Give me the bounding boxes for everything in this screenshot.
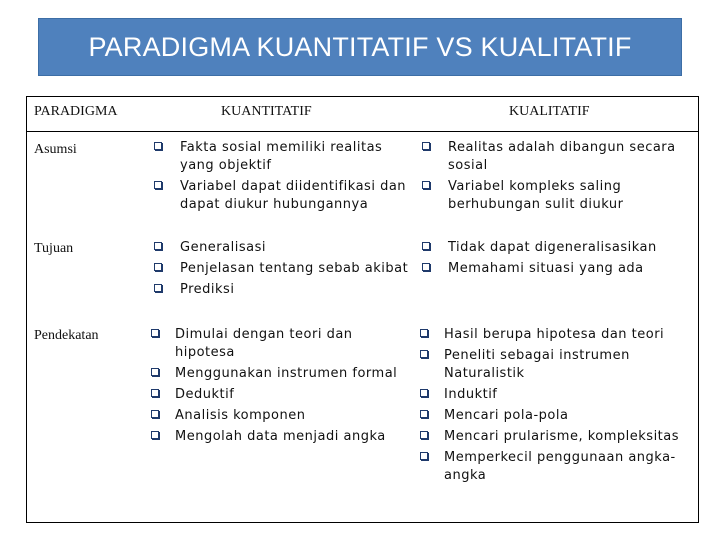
list-item xyxy=(151,365,413,383)
list-item xyxy=(151,386,413,404)
list-item xyxy=(422,239,694,257)
list-item xyxy=(154,139,410,175)
list-item-text: Fakta sosial memiliki realitas yang objektif xyxy=(180,140,383,173)
checkbox-bullet-icon xyxy=(151,431,159,439)
checkbox-bullet-icon xyxy=(151,329,159,337)
list-item-text: Mengolah data menjadi angka xyxy=(175,429,386,444)
list-item xyxy=(154,260,410,278)
list-item-text: Penjelasan tentang sebab akibat xyxy=(180,261,409,276)
row-label-asumsi: Asumsi xyxy=(34,142,77,157)
list-item xyxy=(420,386,696,404)
list-item xyxy=(151,326,413,362)
list-item-text: Memperkecil penggunaan angka-angka xyxy=(444,450,676,483)
list-item xyxy=(422,260,694,278)
checkbox-bullet-icon xyxy=(154,284,162,292)
checkbox-bullet-icon xyxy=(154,181,162,189)
list-item-text: Induktif xyxy=(444,387,498,402)
list-item-text: Variabel dapat diidentifikasi dan dapat diukur hubungannya xyxy=(180,179,407,212)
checkbox-bullet-icon xyxy=(154,263,162,271)
list-item-text: Peneliti sebagai instrumen Naturalistik xyxy=(444,348,630,381)
list-item-text: Tidak dapat digeneralisasikan xyxy=(448,240,657,255)
checkbox-bullet-icon xyxy=(420,431,428,439)
checkbox-bullet-icon xyxy=(420,350,428,358)
header-kuantitatif: KUANTITATIF xyxy=(221,104,312,119)
checkbox-bullet-icon xyxy=(422,242,430,250)
list-item-text: Analisis komponen xyxy=(175,408,306,423)
list-item-text: Mencari prularisme, kompleksitas xyxy=(444,429,680,444)
list-item-text: Variabel kompleks saling berhubungan sulit diukur xyxy=(448,179,624,212)
row-label-tujuan: Tujuan xyxy=(34,241,74,256)
checkbox-bullet-icon xyxy=(420,410,428,418)
list-item xyxy=(420,428,696,446)
header-paradigma: PARADIGMA xyxy=(34,104,118,119)
list-item-text: Prediksi xyxy=(180,282,235,297)
list-item xyxy=(420,407,696,425)
header-divider xyxy=(27,131,698,132)
list-item-text: Realitas adalah dibangun secara sosial xyxy=(448,140,676,173)
checkbox-bullet-icon xyxy=(151,389,159,397)
header-kualitatif: KUALITATIF xyxy=(509,104,590,119)
list-item-text: Memahami situasi yang ada xyxy=(448,261,644,276)
list-item xyxy=(154,239,410,257)
list-item xyxy=(420,449,696,485)
list-item-text: Mencari pola-pola xyxy=(444,408,569,423)
list-item xyxy=(420,326,696,344)
list-item-text: Deduktif xyxy=(175,387,235,402)
tujuan-kuantitatif-list xyxy=(154,239,410,302)
pendekatan-kuantitatif-list xyxy=(151,326,413,449)
list-item-text: Menggunakan instrumen formal xyxy=(175,366,398,381)
list-item xyxy=(151,407,413,425)
checkbox-bullet-icon xyxy=(422,142,430,150)
row-label-pendekatan: Pendekatan xyxy=(34,328,99,343)
checkbox-bullet-icon xyxy=(154,242,162,250)
checkbox-bullet-icon xyxy=(151,410,159,418)
list-item xyxy=(151,428,413,446)
list-item xyxy=(154,178,410,214)
checkbox-bullet-icon xyxy=(422,181,430,189)
list-item xyxy=(422,178,694,214)
checkbox-bullet-icon xyxy=(151,368,159,376)
page-title: PARADIGMA KUANTITATIF VS KUALITATIF xyxy=(38,18,682,76)
list-item-text: Hasil berupa hipotesa dan teori xyxy=(444,327,665,342)
checkbox-bullet-icon xyxy=(420,389,428,397)
tujuan-kualitatif-list xyxy=(422,239,694,281)
pendekatan-kualitatif-list xyxy=(420,326,696,488)
checkbox-bullet-icon xyxy=(154,142,162,150)
checkbox-bullet-icon xyxy=(420,329,428,337)
list-item-text: Dimulai dengan teori dan hipotesa xyxy=(175,327,353,360)
list-item-text: Generalisasi xyxy=(180,240,266,255)
list-item xyxy=(422,139,694,175)
asumsi-kualitatif-list xyxy=(422,139,694,217)
list-item xyxy=(154,281,410,299)
checkbox-bullet-icon xyxy=(420,452,428,460)
list-item xyxy=(420,347,696,383)
checkbox-bullet-icon xyxy=(422,263,430,271)
asumsi-kuantitatif-list xyxy=(154,139,410,217)
